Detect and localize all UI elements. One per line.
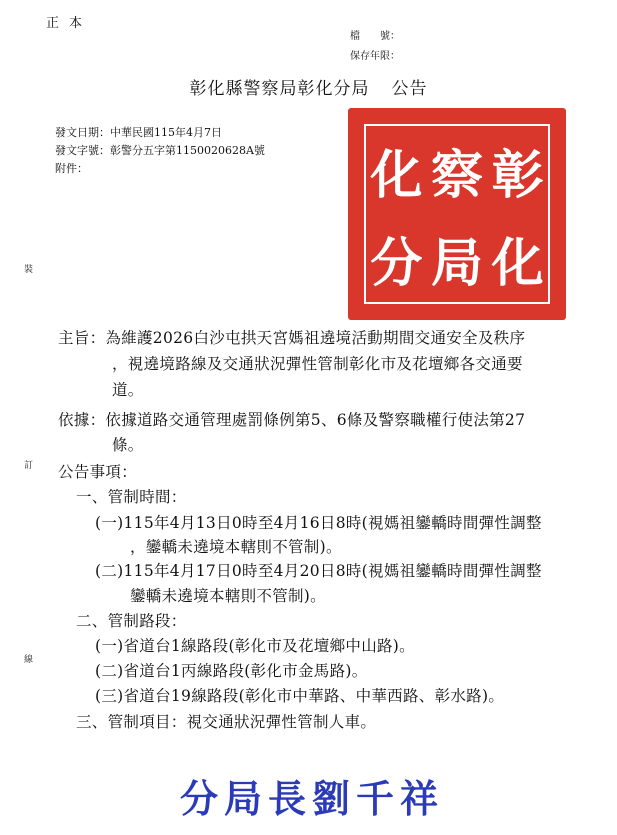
subject-line: 道。 (112, 381, 144, 399)
list-item: (三)省道台19線路段(彰化市中華路、中華西路、彰水路)。 (95, 687, 505, 705)
notice-heading: 公告事項： (58, 463, 138, 481)
list-item: (二)省道台1丙線路段(彰化市金馬路)。 (95, 662, 368, 680)
reference-number-label: 發文字號： (55, 144, 110, 157)
document-type: 公告 (391, 79, 428, 99)
seal-char: 察 (431, 144, 484, 206)
document-title (0, 74, 617, 99)
list-item: (一)省道台1線路段(彰化市及花壇鄉中山路)。 (95, 637, 415, 655)
list-item: (二)115年4月17日0時至4月20日8時(視媽祖鑾轎時間彈性調整 (95, 562, 542, 580)
agency-name: 彰化縣警察局彰化分局 (189, 79, 370, 99)
original-copy-mark: 正本 (46, 16, 93, 31)
binding-mark-staple: 訂 (24, 461, 34, 471)
section-heading: 三、管制項目：視交通狀況彈性管制人車。 (76, 713, 377, 731)
binding-mark-line: 線 (24, 655, 34, 665)
official-seal (348, 108, 566, 320)
issue-date (55, 124, 222, 140)
section-heading: 二、管制路段： (76, 612, 187, 630)
attachment-label: 附件： (55, 162, 88, 175)
seal-char: 彰 (491, 144, 544, 206)
section-heading: 一、管制時間： (76, 488, 187, 506)
list-item-continuation: 鑾轎未遶境本轄則不管制)。 (130, 587, 326, 605)
seal-char: 分 (370, 232, 423, 294)
seal-char: 局 (431, 232, 484, 294)
binding-mark-bind: 裝 (24, 265, 34, 275)
seal-frame (364, 124, 550, 304)
list-item-continuation: ，鑾轎未遶境本轄則不管制)。 (130, 538, 342, 556)
subject-line: ，視遶境路線及交通狀況彈性管制彰化市及花壇鄉各交通要 (112, 355, 523, 373)
file-number-label: 檔 號： (350, 31, 400, 42)
director-signature: 分局長劉千祥 (180, 777, 445, 821)
list-item: (一)115年4月13日0時至4月16日8時(視媽祖鑾轎時間彈性調整 (95, 514, 542, 532)
subject-line: 主旨：為維護2026白沙屯拱天宮媽祖遶境活動期間交通安全及秩序 (58, 329, 526, 347)
reference-number-value: 彰警分五字第1150020628A號 (110, 144, 265, 157)
seal-char: 化 (491, 232, 544, 294)
basis-line: 依據：依據道路交通管理處罰條例第5、6條及警察職權行使法第27 (58, 411, 526, 429)
issue-date-value: 中華民國115年4月7日 (110, 126, 222, 139)
issue-date-label: 發文日期： (55, 126, 110, 139)
basis-line: 條。 (112, 436, 144, 454)
reference-number (55, 142, 265, 158)
seal-char: 化 (370, 144, 423, 206)
retention-period-label: 保存年限： (350, 51, 400, 62)
